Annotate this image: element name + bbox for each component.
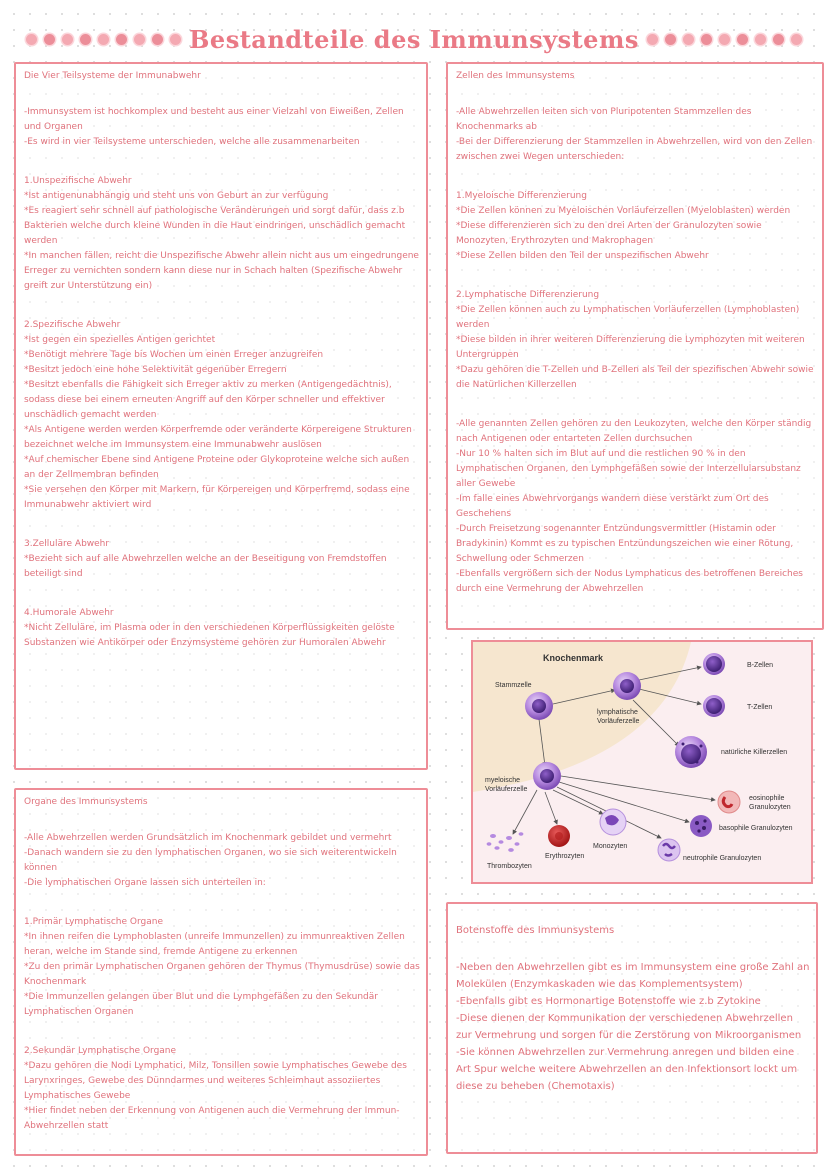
paragraph: -Ebenfalls gibt es Hormonartige Botenstoffe wie z.b Zytokine	[456, 996, 761, 1007]
neutrophil-icon	[658, 839, 680, 861]
bullet: *Diese Zellen bilden den Teil der unspezifischen Abwehr	[456, 251, 709, 261]
left-dots	[26, 34, 181, 45]
dot-decoration	[647, 34, 658, 45]
zellen-box	[446, 62, 824, 630]
eosinophil-label-2: Granulozyten	[749, 804, 791, 811]
diagram-svg	[473, 642, 811, 882]
paragraph: -Sie können Abwehrzellen zur Vermehrung anregen und bilden eine Art Spur welche weitere Abwehrzellen an den Infektionsort lockt um diese zu beheben (Chemotaxis)	[456, 1047, 798, 1092]
bullet: *Dazu gehören die Nodi Lymphatici, Milz, Tonsillen sowie Lymphatisches Gewebe des Larynxringes, Gewebe des Dünndarmes und weiteres Schleimhaut assoziiertes Lymphatisches Gewebe	[24, 1061, 407, 1101]
box-title: Zellen des Immunsystems	[456, 71, 575, 81]
bullet: *Diese bilden in ihrer weiteren Differenzierung die Lymphozyten mit weiteren Untergruppen	[456, 335, 805, 360]
paragraph: -Es wird in vier Teilsysteme unterschieden, welche alle zusammenarbeiten	[24, 137, 360, 147]
b-cell-label: B-Zellen	[747, 662, 774, 669]
stammzelle-label: Stammzelle	[495, 682, 532, 689]
bullet: *Bezieht sich auf alle Abwehrzellen welche an der Beseitigung von Fremdstoffen beteiligt sind	[24, 554, 387, 579]
bullet: *Es reagiert sehr schnell auf pathologische Veränderungen und sorgt dafür, dass z.b Bakterien welche durch kleine Wunden in die Haut eindringen, unschädlich gemacht werden	[24, 206, 406, 246]
dot-decoration	[683, 34, 694, 45]
dot-decoration	[755, 34, 766, 45]
dot-decoration	[44, 34, 55, 45]
paragraph: -Alle Abwehrzellen werden Grundsätzlich im Knochenmark gebildet und vermehrt	[24, 833, 392, 843]
stem-cell-nucleus	[532, 699, 546, 713]
dot-decoration	[665, 34, 676, 45]
eosinophil-label-1: eosinophile	[749, 795, 785, 802]
basophil-icon	[690, 815, 712, 837]
dot-decoration	[737, 34, 748, 45]
botenstoffe-box	[446, 902, 818, 1154]
dot-decoration	[719, 34, 730, 45]
erythrocyte-label: Erythrozyten	[545, 853, 585, 860]
dot-decoration	[701, 34, 712, 45]
paragraph: -Nur 10 % halten sich im Blut auf und die restlichen 90 % in den Lymphatischen Organen, den Lymphgefäßen sowie der Interzellularsubstanz aller Gewebe	[456, 449, 801, 489]
section-heading: 2.Lymphatische Differenzierung	[456, 290, 600, 300]
diagram-title: Knochenmark	[543, 653, 604, 663]
section-heading: 2.Sekundär Lymphatische Organe	[24, 1046, 177, 1056]
myelo-label-2: Vorläuferzelle	[485, 786, 528, 793]
section-heading: 3.Zelluläre Abwehr	[24, 539, 110, 549]
paragraph: -Im falle eines Abwehrvorgangs wandern diese verstärkt zum Ort des Geschehens	[456, 494, 769, 519]
section-heading: 2.Spezifische Abwehr	[24, 320, 121, 330]
page-title: Bestandteile des Immunsystems	[189, 24, 639, 54]
bullet: *Auf chemischer Ebene sind Antigene Proteine oder Glykoproteine welche sich außen an der Zellmembran befinden	[24, 455, 410, 480]
box-title: Die Vier Teilsysteme der Immunabwehr	[24, 71, 201, 81]
paragraph: -Die lymphatischen Organe lassen sich unterteilen in:	[24, 878, 266, 888]
bullet: *Ist antigenunabhängig und steht uns von Geburt an zur verfügung	[24, 191, 329, 201]
paragraph: -Durch Freisetzung sogenannter Entzündungsvermittler (Histamin oder Bradykinin) Kommt es zu typischen Entzündungszeichen wie einer Rötung, Schwellung oder Schmerzen	[456, 524, 794, 564]
bullet: *Sie versehen den Körper mit Markern, für Körpereigen und Körperfremd, sodass eine Immunabwehr aktiviert wird	[24, 485, 410, 510]
paragraph: -Alle genannten Zellen gehören zu den Leukozyten, welche den Körper ständig nach Antigenen oder entarteten Zellen durchsuchen	[456, 419, 812, 444]
b-cell-nucleus	[706, 656, 722, 672]
lymph-label-2: Vorläuferzelle	[597, 718, 640, 725]
dot-decoration	[170, 34, 181, 45]
myelo-label-1: myeloische	[485, 777, 521, 784]
bullet: *Dazu gehören die T-Zellen und B-Zellen als Teil der spezifischen Abwehr sowie die Natürlichen Killerzellen	[456, 365, 814, 390]
eosinophil-icon	[718, 791, 740, 813]
dot-decoration	[116, 34, 127, 45]
paragraph: -Neben den Abwehrzellen gibt es im Immunsystem eine große Zahl an Molekülen (Enzymkaskaden wie das Komplementsystem)	[456, 962, 810, 990]
bullet: *Zu den primär Lymphatischen Organen gehören der Thymus (Thymusdrüse) sowie das Knochenmark	[24, 962, 420, 987]
neutrophil-label: neutrophile Granulozyten	[683, 855, 762, 862]
knochenmark-diagram	[471, 640, 813, 884]
bullet: *Die Immunzellen gelangen über Blut und die Lymphgefäßen zu den Sekundär Lymphatischen Organen	[24, 992, 378, 1017]
nk-cell-label: natürliche Killerzellen	[721, 749, 788, 756]
teilsysteme-box	[14, 62, 428, 770]
bullet: *Diese differenzieren sich zu den drei Arten der Granulozyten sowie Monozyten, Erythrozyten und Makrophagen	[456, 221, 762, 246]
thrombocyte-label: Thrombozyten	[487, 863, 532, 870]
section-heading: 1.Unspezifische Abwehr	[24, 176, 132, 186]
title-row	[0, 22, 828, 56]
paragraph: -Alle Abwehrzellen leiten sich von Pluripotenten Stammzellen des Knochenmarks ab	[456, 107, 752, 132]
monocyte-label: Monozyten	[593, 843, 628, 850]
lymph-label-1: lymphatische	[597, 709, 638, 716]
section-heading: 1.Primär Lymphatische Organe	[24, 917, 163, 927]
dot-decoration	[791, 34, 802, 45]
bullet: *Nicht Zelluläre, im Plasma oder in den verschiedenen Körperflüssigkeiten gelöste Substanzen wie Antikörper oder Enzymsysteme gehören zur Humoralen Abwehr	[24, 623, 395, 648]
bullet: *Besitzt ebenfalls die Fähigkeit sich Erreger aktiv zu merken (Antigengedächtnis), sodass diese bei einem erneuten Angriff auf den Körper schneller und effektiver unschädlich gemacht werden	[24, 380, 392, 420]
bullet: *Die Zellen können auch zu Lymphatischen Vorläuferzellen (Lymphoblasten) werden	[456, 305, 800, 330]
right-dots	[647, 34, 802, 45]
bullet: *Hier findet neben der Erkennung von Antigenen auch die Vermehrung der Immun-Abwehrzellen statt	[24, 1106, 400, 1131]
bullet: *Die Zellen können zu Myeloischen Vorläuferzellen (Myeloblasten) werden	[456, 206, 791, 216]
box-title: Botenstoffe des Immunsystems	[456, 925, 615, 936]
bullet: *In ihnen reifen die Lymphoblasten (unreife Immunzellen) zu immunreaktiven Zellen heran, welche im Stande sind, fremde Antigene zu erkennen	[24, 932, 405, 957]
dot-decoration	[80, 34, 91, 45]
paragraph: -Diese dienen der Kommunikation der verschiedenen Abwehrzellen zur Vermehrung und sorgen für die Zerstörung von Mikroorganismen	[456, 1013, 802, 1041]
bullet: *Benötigt mehrere Tage bis Wochen um einen Erreger anzugreifen	[24, 350, 324, 360]
box-title: Organe des Immunsystems	[24, 797, 148, 807]
dot-decoration	[26, 34, 37, 45]
dot-decoration	[773, 34, 784, 45]
myeloid-progenitor-nucleus	[540, 769, 554, 783]
dot-decoration	[62, 34, 73, 45]
basophil-label: basophile Granulozyten	[719, 825, 793, 832]
paragraph: -Bei der Differenzierung der Stammzellen in Abwehrzellen, wird von den Zellen zwischen zwei Wegen unterschieden:	[456, 137, 813, 162]
bullet: *Besitzt jedoch eine hohe Selektivität gegenüber Erregern	[24, 365, 287, 375]
section-heading: 1.Myeloische Differenzierung	[456, 191, 587, 201]
bullet: *In manchen fällen, reicht die Unspezifische Abwehr allein nicht aus um eingedrungene Erreger zu vernichten sondern kann diese nur in Schach halten (Spezifische Abwehr greift zur Unterstützung ein)	[24, 251, 419, 291]
bullet: *Ist gegen ein spezielles Antigen gerichtet	[24, 335, 216, 345]
t-cell-nucleus	[706, 698, 722, 714]
paragraph: -Danach wandern sie zu den lymphatischen Organen, wo sie sich weiterentwickeln können	[24, 848, 397, 873]
dot-decoration	[98, 34, 109, 45]
organe-box	[14, 788, 428, 1156]
paragraph: -Ebenfalls vergrößern sich der Nodus Lymphaticus des betroffenen Bereiches durch eine Vermehrung der Abwehrzellen	[456, 569, 803, 594]
dot-decoration	[152, 34, 163, 45]
dot-decoration	[134, 34, 145, 45]
lymphoid-progenitor-nucleus	[620, 679, 634, 693]
bullet: *Als Antigene werden werden Körperfremde oder veränderte Körpereigene Strukturen bezeichnet welche im Immunsystem eine Immunabwehr auslösen	[24, 425, 412, 450]
paragraph: -Immunsystem ist hochkomplex und besteht aus einer Vielzahl von Eiweißen, Zellen und Organen	[24, 107, 404, 132]
section-heading: 4.Humorale Abwehr	[24, 608, 114, 618]
t-cell-label: T-Zellen	[747, 704, 773, 711]
